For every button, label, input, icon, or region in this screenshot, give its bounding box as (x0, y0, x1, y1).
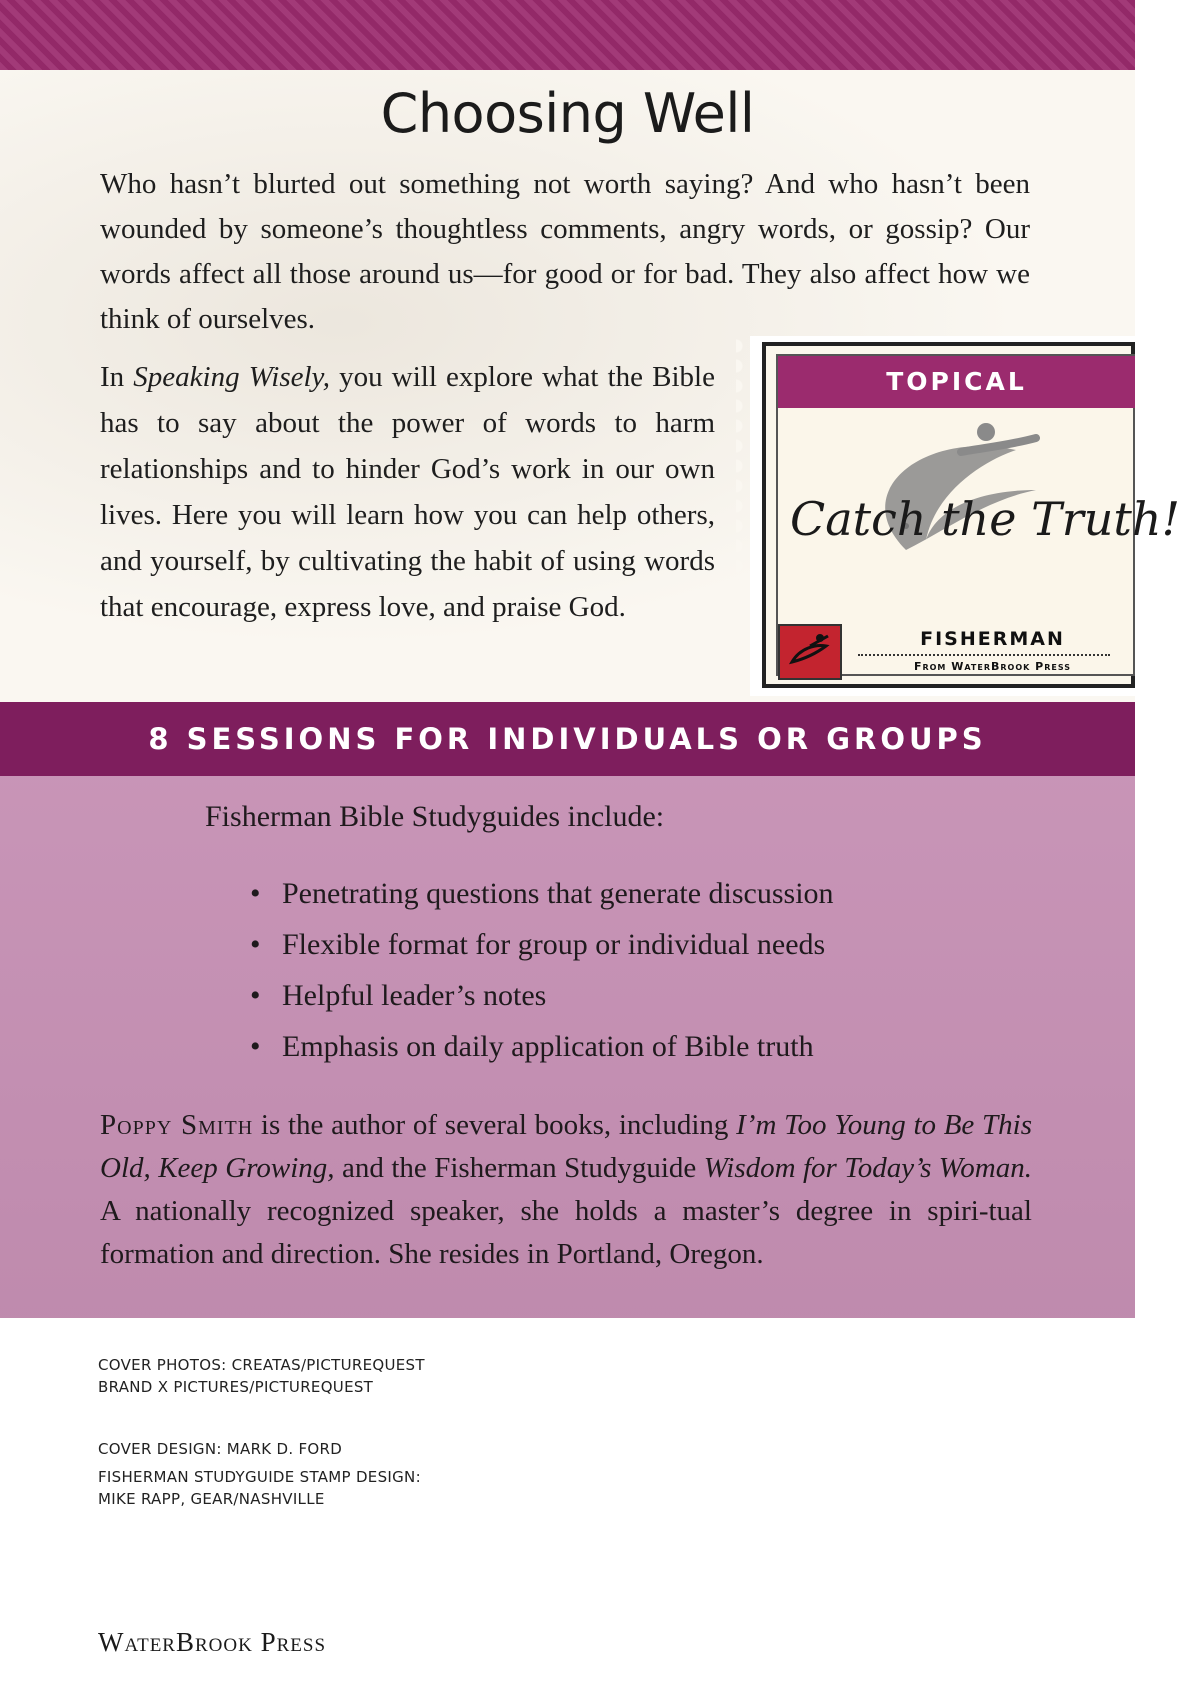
author-name: Poppy Smith (100, 1109, 254, 1141)
cover-design-credit: COVER DESIGN: MARK D. FORD (98, 1440, 343, 1458)
description-lead: In (100, 361, 134, 393)
author-book-1: I’m Too Young to Be This Old, Keep Growing, (100, 1109, 1032, 1184)
sessions-banner: 8 SESSIONS FOR INDIVIDUALS OR GROUPS (0, 702, 1135, 776)
publisher-name: WaterBrook Press (98, 1627, 327, 1657)
stamp-perforation (736, 336, 752, 696)
photo-credit-line-1: COVER PHOTOS: CREATAS/PICTUREQUEST (98, 1356, 425, 1374)
author-text-2: and the Fisherman Studyguide (334, 1152, 704, 1184)
design-credits (98, 1438, 342, 1460)
stamp-publisher-line: From WaterBrook Press (913, 660, 1072, 673)
list-item: • Helpful leader’s notes (250, 970, 834, 1021)
stamp-credit-line-1: FISHERMAN STUDYGUIDE STAMP DESIGN: (98, 1468, 421, 1486)
includes-title: Fisherman Bible Studyguides include: (205, 800, 665, 833)
page-title: Choosing Well (380, 82, 755, 145)
description-paragraph (100, 354, 715, 630)
list-item: • Flexible format for group or individual needs (250, 919, 834, 970)
author-text-3: A nationally recognized speaker, she holds a master’s degree in spiri-tual formation and direction. She resides in Portland, Oregon. (100, 1195, 1032, 1270)
author-text-1: is the author of several books, including (253, 1109, 737, 1141)
stamp-category: TOPICAL (778, 356, 1135, 408)
fish-logo-icon (778, 624, 842, 680)
list-item: • Emphasis on daily application of Bible truth (250, 1021, 834, 1072)
stamp-credits (98, 1466, 421, 1510)
stamp-credit-line-2: MIKE RAPP, GEAR/NASHVILLE (98, 1490, 325, 1508)
intro-paragraph: Who hasn’t blurted out something not worth saying? And who hasn’t been wounded by someone’s thoughtless comments, angry words, or gossip? Our words affect all those around us—for good or for bad. They also affect how we think of ourselves. (100, 168, 1030, 335)
top-band (0, 0, 1135, 70)
stamp-brand: FISHERMAN (920, 628, 1065, 650)
author-book-2: Wisdom for Today’s Woman. (703, 1152, 1032, 1184)
list-item: • Penetrating questions that generate discussion (250, 868, 834, 919)
features-list (250, 868, 834, 1072)
photo-credit-line-2: BRAND X PICTURES/PICTUREQUEST (98, 1378, 374, 1396)
stamp-slogan: Catch the Truth! (790, 492, 1180, 546)
book-title: Speaking Wisely, (133, 361, 331, 393)
photo-credits (98, 1354, 425, 1398)
stamp-dotted-rule (858, 654, 1110, 656)
description-rest: you will explore what the Bible has to say about the power of words to harm relationships and to hinder God’s work in our own lives. Here you will learn how you can help others, and yourself, by cultivating the habit of using words that encourage, express love, and praise God. (100, 361, 715, 623)
author-bio (100, 1104, 1032, 1276)
